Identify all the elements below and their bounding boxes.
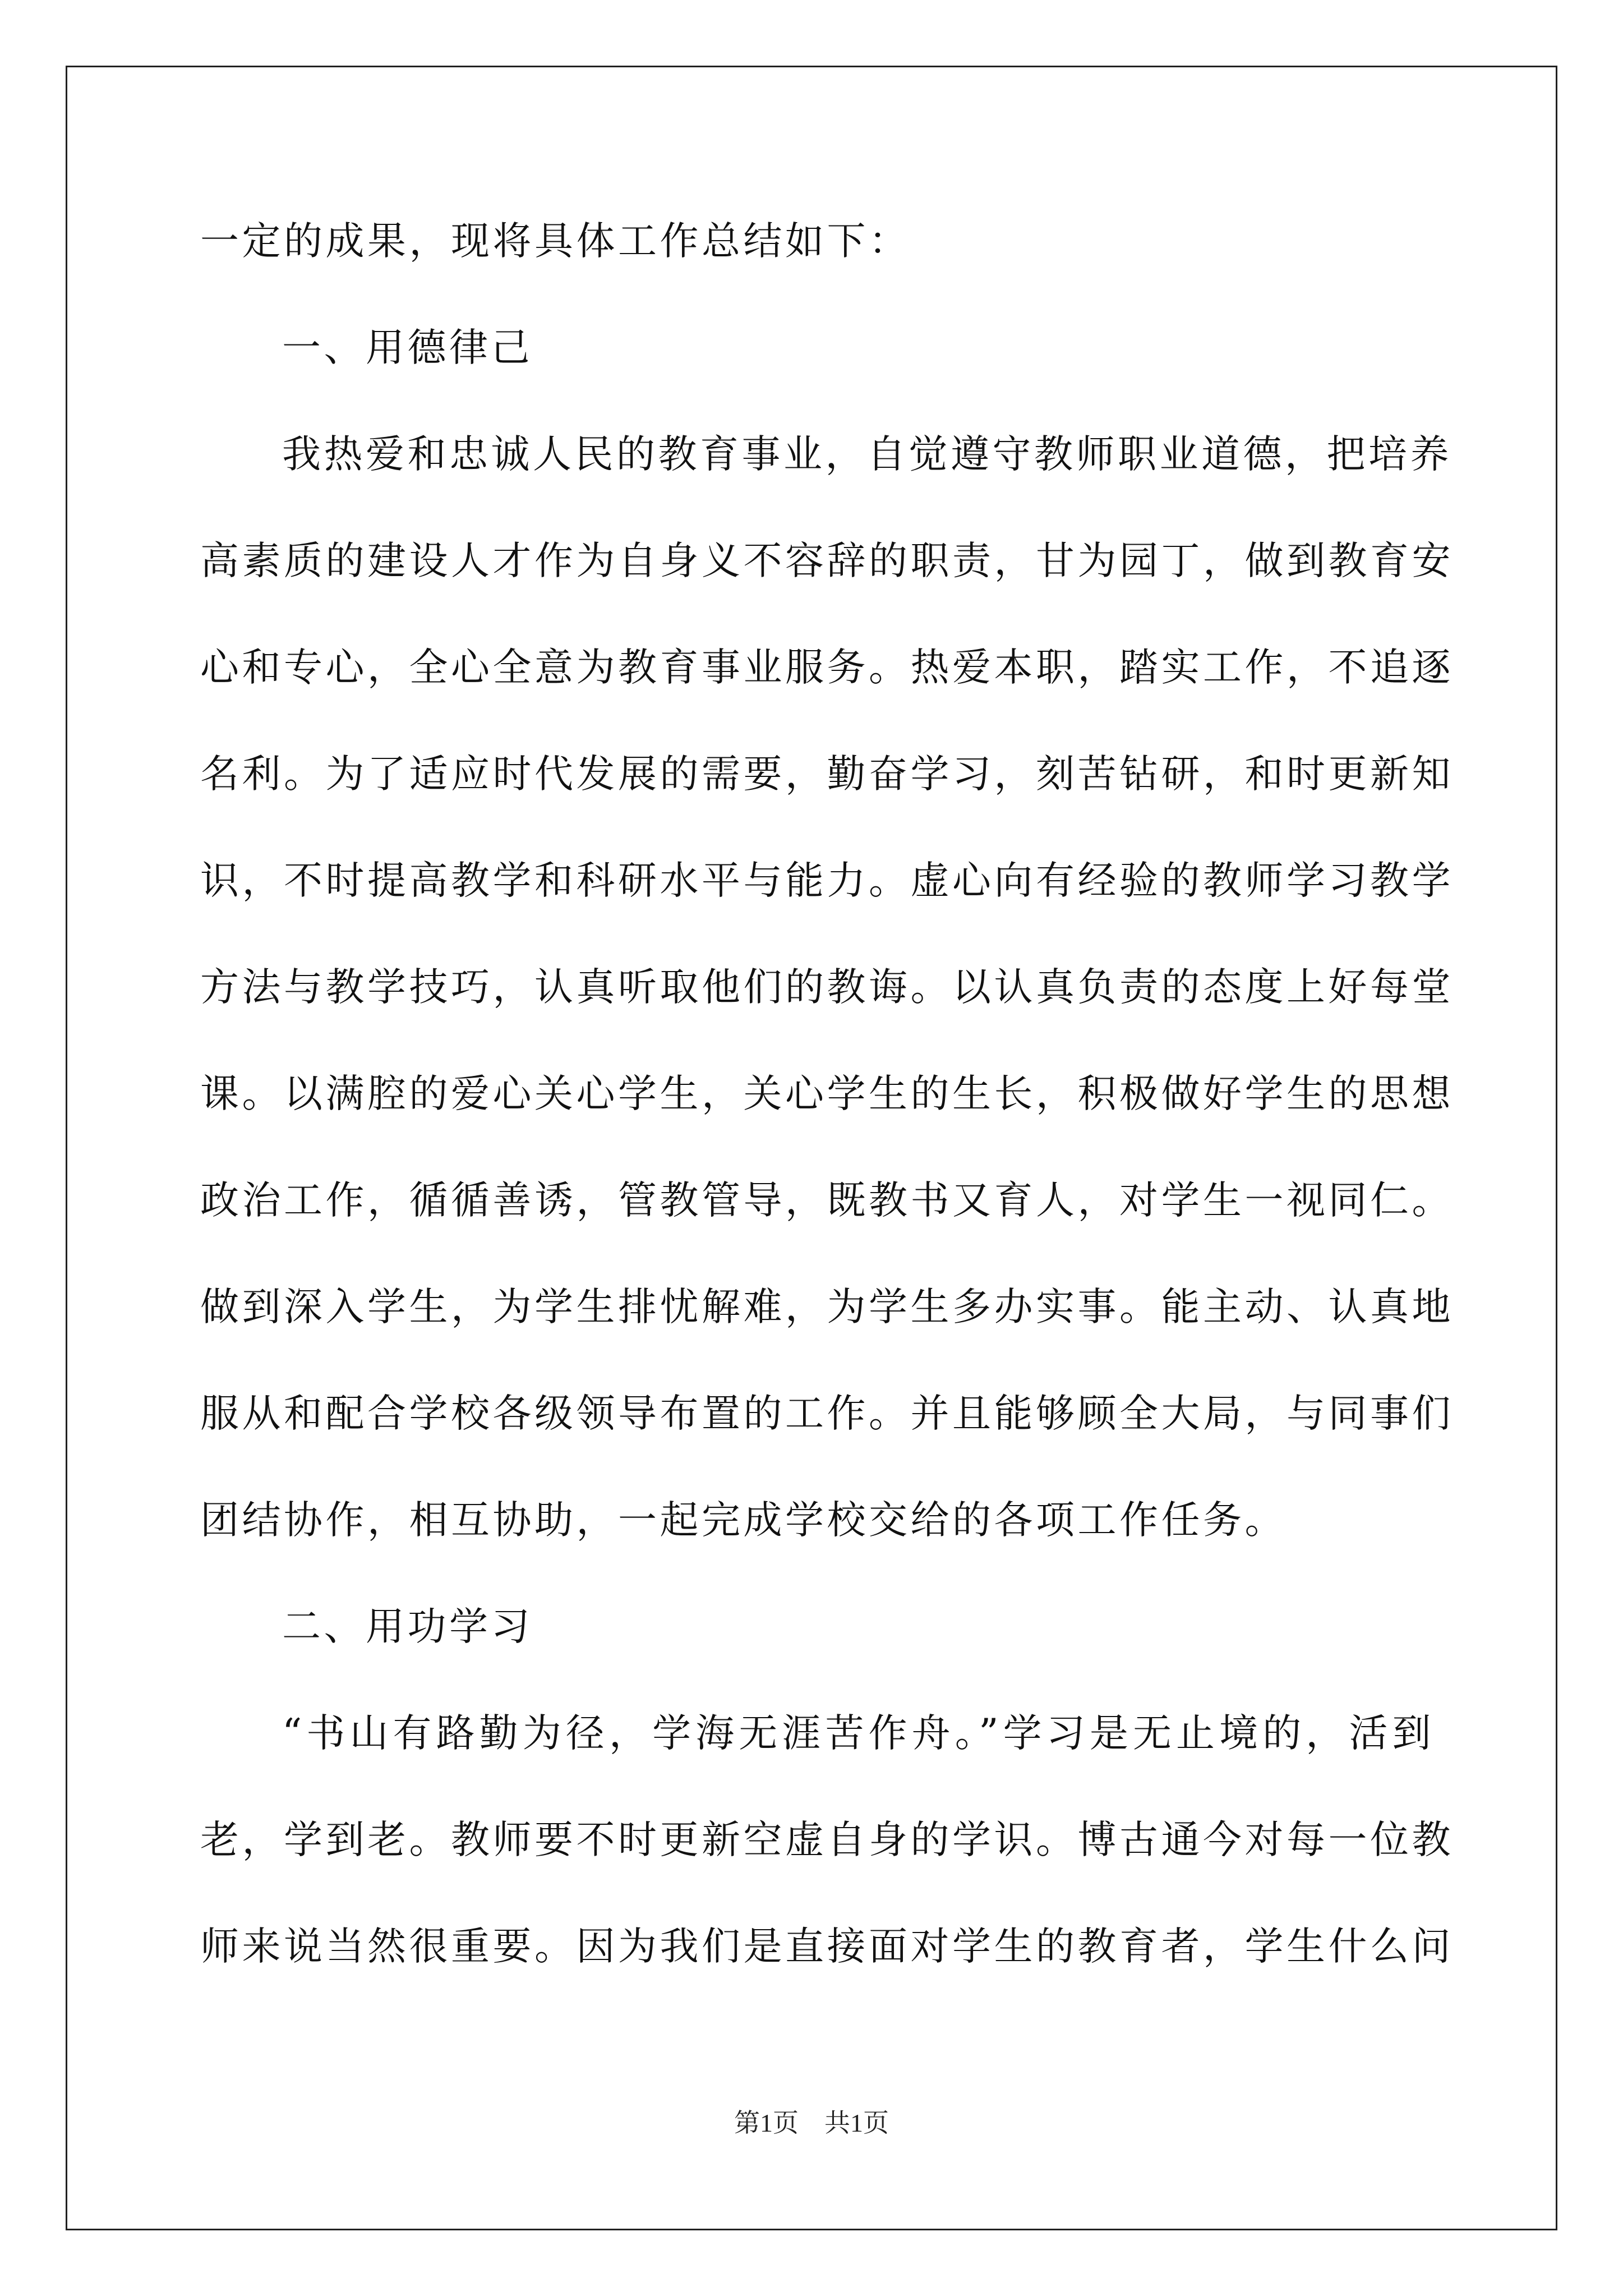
page-footer	[0, 2108, 1623, 2139]
paragraph-1-line-3: 心和专心，全心全意为教育事业服务。热爱本职，踏实工作，不追逐	[200, 645, 1454, 690]
paragraph-1-line-5: 识，不时提高教学和科研水平与能力。虚心向有经验的教师学习教学	[200, 858, 1454, 903]
paragraph-1-line-9: 做到深入学生，为学生排忧解难，为学生多办实事。能主动、认真地	[200, 1285, 1454, 1329]
paragraph-1-line-1: 我热爱和忠诚人民的教育事业，自觉遵守教师职业道德，把培养	[282, 432, 1452, 477]
section-heading-2: 二、用功学习	[282, 1604, 533, 1649]
page-border	[66, 66, 1557, 2230]
paragraph-2-line-3: 师来说当然很重要。因为我们是直接面对学生的教育者，学生什么问	[200, 1924, 1454, 1969]
section-heading-1: 一、用德律己	[282, 325, 533, 370]
paragraph-1-line-4: 名利。为了适应时代发展的需要，勤奋学习，刻苦钻研，和时更新知	[200, 752, 1454, 797]
paragraph-1-line-6: 方法与教学技巧，认真听取他们的教诲。以认真负责的态度上好每堂	[200, 965, 1454, 1010]
paragraph-2-line-2: 老，学到老。教师要不时更新空虚自身的学识。博古通今对每一位教	[200, 1818, 1454, 1862]
paragraph-1-line-8: 政治工作，循循善诱，管教管导，既教书又育人，对学生一视同仁。	[200, 1178, 1454, 1223]
page-number-label: 第1页 共1页	[734, 2109, 889, 2137]
paragraph-1-line-2: 高素质的建设人才作为自身义不容辞的职责，甘为园丁，做到教育安	[200, 539, 1454, 583]
paragraph-1-line-7: 课。以满腔的爱心关心学生，关心学生的生长，积极做好学生的思想	[200, 1071, 1454, 1116]
paragraph-1-line-11: 团结协作，相互协助，一起完成学校交给的各项工作任务。	[200, 1498, 1287, 1543]
text-line-1: 一定的成果，现将具体工作总结如下：	[200, 219, 911, 264]
paragraph-1-line-10: 服从和配合学校各级领导布置的工作。并且能够顾全大局，与同事们	[200, 1391, 1454, 1436]
paragraph-2-line-1: “书山有路勤为径，学海无涯苦作舟。”学习是无止境的，活到	[282, 1711, 1434, 1756]
